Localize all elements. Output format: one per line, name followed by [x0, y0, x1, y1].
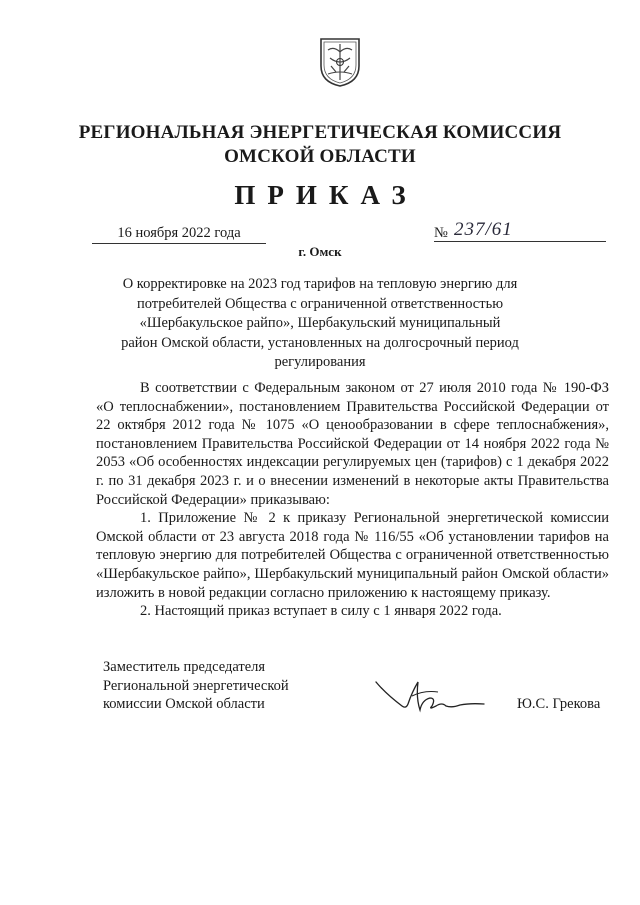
document-subject: О корректировке на 2023 год тарифов на тепловую энергию для потребителей Общества с ограниченной ответственностью «Шербакульское райпо», Шербакульский муниципальный район Омской области, установленных на долгосрочный период регулирования	[121, 276, 519, 370]
document-number-field	[434, 220, 606, 242]
document-city: г. Омск	[298, 244, 342, 259]
document-type-title: ПРИКАЗ	[234, 180, 418, 210]
preamble-paragraph: В соответствии с Федеральным законом от 27 июля 2010 года № 190-ФЗ «О теплоснабжении», постановлением Правительства Российской Федерации от 22 октября 2012 года № 1075 «О ценообразовании в сфере теплоснабжения», постановлением Правительства Российской Федерации от 14 ноября 2022 года № 2053 «Об особенностях индексации регулируемых цен (тарифов) с 1 декабря 2022 г. по 31 декабря 2023 г. и о внесении изменений в некоторые акты Правительства Российской Федерации» приказываю:	[96, 380, 609, 508]
organization-name-line1: РЕГИОНАЛЬНАЯ ЭНЕРГЕТИЧЕСКАЯ КОМИССИЯ	[78, 122, 562, 143]
signer-name: Ю.С. Грекова	[517, 696, 601, 712]
signatory-title-line: Региональной энергетической	[103, 677, 289, 694]
clause-1-paragraph: 1. Приложение № 2 к приказу Региональной энергетической комиссии Омской области от 23 августа 2018 года № 116/55 «Об установлении тарифов на тепловую энергию для потребителей Общества с ограниченной ответственностью «Шербакульское райпо», Шербакульский муниципальный район Омской области» изложить в новой редакции согласно приложению к настоящему приказу.	[96, 510, 609, 601]
document-date: 16 ноября 2022 года	[92, 225, 266, 244]
signature-icon	[372, 676, 492, 716]
signatory-title	[103, 658, 343, 714]
organization-name-line2: ОМСКОЙ ОБЛАСТИ	[224, 146, 416, 167]
coat-of-arms-icon	[318, 36, 362, 88]
document-body	[96, 379, 609, 621]
document-number: 237/61	[454, 219, 513, 240]
clause-2-paragraph: 2. Настоящий приказ вступает в силу с 1 января 2022 года.	[140, 603, 502, 620]
signatory-title-line: Заместитель председателя	[103, 659, 266, 675]
signatory-title-line: комиссии Омской области	[103, 696, 265, 713]
number-sign: №	[434, 225, 448, 241]
